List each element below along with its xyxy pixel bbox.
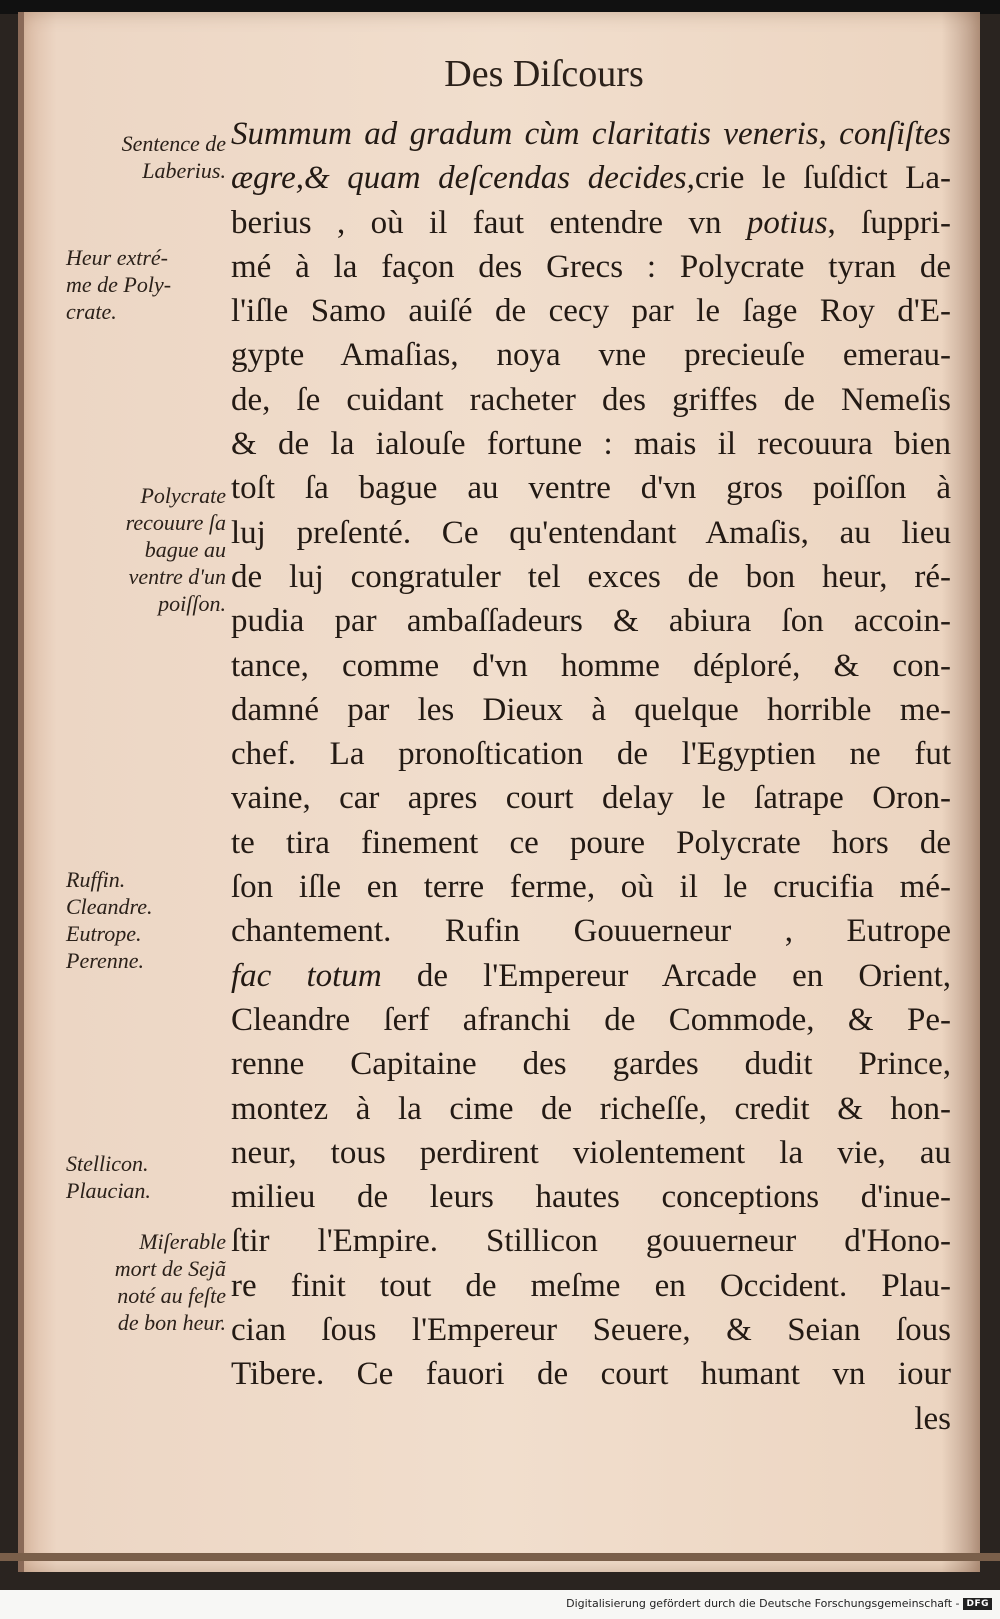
text-segment: luj preſenté. Ce qu'entendant Amaſis, au lieu bbox=[231, 514, 951, 551]
text-segment: damné par les Dieux à quelque horrible me- bbox=[231, 691, 951, 728]
margin-note-line: Perenne. bbox=[66, 948, 144, 973]
text-line bbox=[231, 201, 951, 245]
text-line bbox=[231, 1308, 951, 1352]
text-segment: neur, tous perdirent violentement la vie, au bbox=[231, 1134, 951, 1171]
text-line bbox=[231, 1219, 951, 1263]
text-segment: Cleandre ſerf afranchi de Commode, & Pe- bbox=[231, 1001, 951, 1038]
text-segment: tance, comme d'vn homme déploré, & con- bbox=[231, 647, 951, 684]
text-line bbox=[231, 422, 951, 466]
text-segment: milieu de leurs hautes conceptions d'inue- bbox=[231, 1179, 951, 1216]
margin-note-polycrate bbox=[66, 482, 226, 617]
text-line bbox=[231, 688, 951, 732]
text-segment: chef. La pronoſtication de l'Egyptien ne fut bbox=[231, 736, 951, 773]
text-segment: mé à la façon des Grecs : Polycrate tyran de bbox=[231, 248, 951, 285]
footer-text: Digitalisierung gefördert durch die Deutsche Forschungsgemeinschaft - bbox=[566, 1597, 960, 1610]
italic-segment: fac totum bbox=[231, 957, 382, 994]
margin-note-line: noté au feſte bbox=[117, 1283, 226, 1308]
page-gutter bbox=[18, 12, 24, 1572]
margin-note-line: Cleandre. bbox=[66, 894, 153, 919]
text-segment: de, ſe cuidant racheter des griffes de Nemeſis bbox=[231, 381, 951, 418]
margin-note-line: Miſerable bbox=[139, 1229, 226, 1254]
text-segment: de l'Empereur Arcade en Orient, bbox=[381, 957, 951, 994]
text-segment: chantement. Rufin Gouuerneur , Eutrope bbox=[231, 913, 951, 950]
book-page bbox=[18, 12, 980, 1572]
italic-segment: ægre,& quam deſcendas decides, bbox=[231, 160, 695, 197]
italic-segment: potius bbox=[746, 204, 828, 241]
margin-note-ruffin bbox=[66, 866, 226, 974]
text-segment: pudia par ambaſſadeurs & abiura ſon accoin- bbox=[231, 603, 951, 640]
text-line bbox=[231, 1264, 951, 1308]
text-line bbox=[231, 954, 951, 998]
margin-note-line: Heur extré- bbox=[66, 245, 169, 270]
text-segment: toſt ſa bague au ventre d'vn gros poiſſon à bbox=[231, 470, 951, 507]
footer bbox=[566, 1597, 992, 1610]
margin-note-line: bague au bbox=[144, 537, 226, 562]
running-head: Des Diſcours bbox=[444, 53, 644, 95]
text-segment: crie le ſuſdict La- bbox=[694, 160, 951, 197]
text-segment: vaine, car apres court delay le ſatrape Oron- bbox=[231, 780, 951, 817]
text-line bbox=[231, 599, 951, 643]
margin-note-line: poiſſon. bbox=[158, 591, 226, 616]
text-line bbox=[231, 466, 951, 510]
text-segment: ſon iſle en terre ferme, où il le crucifia mé- bbox=[231, 869, 951, 906]
text-line bbox=[231, 1352, 951, 1396]
margin-note-stellicon bbox=[66, 1150, 226, 1204]
text-line bbox=[231, 555, 951, 599]
text-line bbox=[231, 378, 951, 422]
text-line bbox=[231, 998, 951, 1042]
italic-segment: Summum ad gradum cùm claritatis veneris, conſiſtes bbox=[231, 116, 951, 152]
margin-note-heur bbox=[66, 244, 226, 325]
margin-note-line: Eutrope. bbox=[66, 921, 142, 946]
margin-note-line: Plaucian. bbox=[66, 1178, 151, 1203]
margin-note-line: de bon heur. bbox=[117, 1310, 226, 1335]
text-segment: & de la ialouſe fortune : mais il recouura bien bbox=[231, 426, 951, 463]
text-segment: l'iſle Samo auiſé de cecy par le ſage Roy d'E- bbox=[231, 293, 951, 330]
text-line bbox=[231, 1397, 951, 1441]
text-line bbox=[231, 776, 951, 820]
text-segment: ſtir l'Empire. Stillicon gouuerneur d'Hono- bbox=[231, 1223, 951, 1260]
text-line bbox=[231, 333, 951, 377]
text-segment: les bbox=[914, 1400, 951, 1437]
margin-note-line: ventre d'un bbox=[128, 564, 226, 589]
margin-note-line: recouure ſa bbox=[125, 510, 226, 535]
margin-note-line: Sentence de bbox=[121, 131, 226, 156]
text-line bbox=[231, 1175, 951, 1219]
text-segment: de luj congratuler tel exces de bon heur, ré- bbox=[231, 558, 951, 595]
text-line bbox=[231, 1087, 951, 1131]
margin-note-line: Laberius. bbox=[142, 158, 226, 183]
margin-note-miserable bbox=[66, 1228, 226, 1336]
text-line bbox=[231, 156, 951, 200]
text-line bbox=[231, 1042, 951, 1086]
margin-note-line: Ruffin. bbox=[66, 867, 126, 892]
text-segment: , ſuppri- bbox=[827, 204, 951, 241]
text-line bbox=[231, 865, 951, 909]
text-line bbox=[231, 112, 951, 156]
text-segment: montez à la cime de richeſſe, credit & hon- bbox=[231, 1090, 951, 1127]
text-line bbox=[231, 732, 951, 776]
text-segment: Tibere. Ce fauori de court humant vn iour bbox=[231, 1356, 951, 1393]
margin-note-line: Stellicon. bbox=[66, 1151, 149, 1176]
margin-note-line: Polycrate bbox=[140, 483, 226, 508]
body-text bbox=[231, 112, 951, 1441]
text-line bbox=[231, 644, 951, 688]
text-line bbox=[231, 511, 951, 555]
margin-note-sentence bbox=[66, 130, 226, 184]
text-segment: berius , où il faut entendre vn bbox=[231, 204, 747, 241]
text-line bbox=[231, 821, 951, 865]
margin-note-line: mort de Sejã bbox=[114, 1256, 226, 1281]
text-line bbox=[231, 909, 951, 953]
text-line bbox=[231, 289, 951, 333]
text-line bbox=[231, 245, 951, 289]
margin-note-line: crate. bbox=[66, 299, 117, 324]
text-segment: gypte Amaſias, noya vne precieuſe emerau- bbox=[231, 337, 951, 374]
bottom-edge bbox=[0, 1553, 1000, 1561]
text-line bbox=[231, 1131, 951, 1175]
dfg-logo: DFG bbox=[963, 1598, 992, 1610]
margin-note-line: me de Poly- bbox=[66, 272, 172, 297]
text-segment: renne Capitaine des gardes dudit Prince, bbox=[231, 1046, 951, 1083]
text-segment: te tira finement ce poure Polycrate hors de bbox=[231, 824, 951, 861]
text-segment: re finit tout de meſme en Occident. Plau- bbox=[231, 1267, 951, 1304]
text-segment: cian ſous l'Empereur Seuere, & Seian ſous bbox=[231, 1312, 951, 1349]
